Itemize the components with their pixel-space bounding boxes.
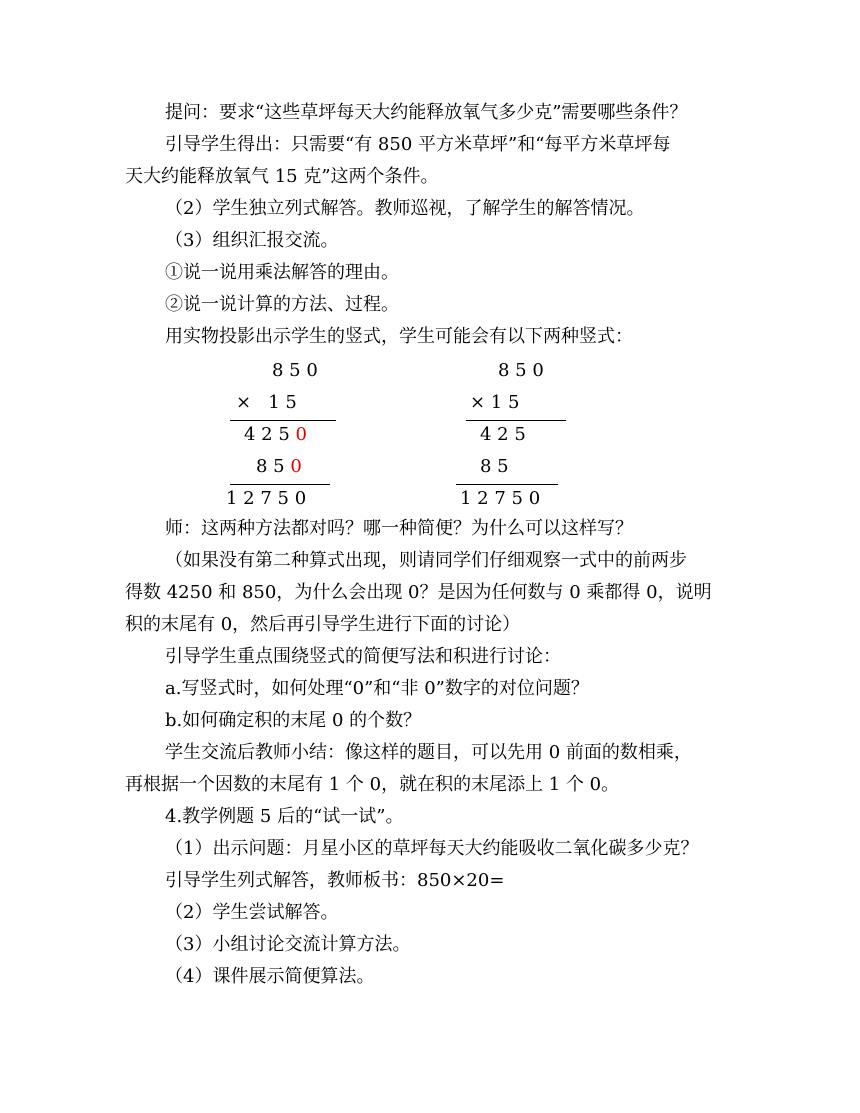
calc2-partial-1: 4 2 5 bbox=[480, 424, 526, 445]
paragraph-note-line3: 积的末尾有 0，然后再引导学生进行下面的讨论） bbox=[125, 614, 521, 635]
calc2-multiplicand: 8 5 0 bbox=[498, 360, 544, 381]
calc1-partial-2-zero: 0 bbox=[290, 456, 302, 477]
paragraph-question: 提问：要求“这些草坪每天大约能释放氧气多少克”需要哪些条件？ bbox=[165, 102, 688, 123]
section-4-heading: 4.教学例题 5 后的“试一试”。 bbox=[165, 806, 404, 827]
paragraph-conditions-line2: 天大约能释放氧气 15 克”这两个条件。 bbox=[125, 166, 439, 187]
step-3: （3）组织汇报交流。 bbox=[165, 230, 339, 251]
calc1-multiplier: × 1 5 bbox=[236, 392, 297, 413]
paragraph-conditions-line1: 引导学生得出：只需要“有 850 平方米草坪”和“每平方米草坪每 bbox=[165, 134, 671, 155]
calc1-partial-1-zero: 0 bbox=[295, 424, 307, 445]
step-2: （2）学生独立列式解答。教师巡视，了解学生的解答情况。 bbox=[165, 198, 645, 219]
paragraph-projection: 用实物投影出示学生的竖式，学生可能会有以下两种竖式： bbox=[165, 326, 633, 347]
item-b: b.如何确定积的末尾 0 的个数？ bbox=[165, 710, 422, 731]
item-a: a.写竖式时，如何处理“0”和“非 0”数字的对位问题？ bbox=[165, 678, 589, 699]
item-2: ②说一说计算的方法、过程。 bbox=[165, 294, 399, 315]
step-4-3: （3）小组讨论交流计算方法。 bbox=[165, 934, 411, 955]
calc2-product: 1 2 7 5 0 bbox=[460, 488, 541, 509]
calc1-multiplicand: 8 5 0 bbox=[272, 360, 318, 381]
step-4-4: （4）课件展示简便算法。 bbox=[165, 966, 375, 987]
paragraph-board-writing: 引导学生列式解答，教师板书：850×20= bbox=[165, 870, 505, 891]
calc2-multiplier: × 1 5 bbox=[470, 392, 520, 413]
calc1-partial-1: 4 2 5 0 bbox=[244, 424, 307, 445]
step-4-1: （1）出示问题：月星小区的草坪每天大约能吸收二氧化碳多少克？ bbox=[165, 838, 699, 859]
paragraph-discussion: 引导学生重点围绕竖式的简便写法和积进行讨论： bbox=[165, 646, 561, 667]
calc1-product: 1 2 7 5 0 bbox=[226, 488, 307, 509]
paragraph-note-line2: 得数 4250 和 850，为什么会出现 0？是因为任何数与 0 乘都得 0，说明 bbox=[125, 582, 712, 603]
calc2-partial-2: 8 5 bbox=[480, 456, 509, 477]
paragraph-teacher-question: 师：这两种方法都对吗？哪一种简便？为什么可以这样写？ bbox=[165, 518, 633, 539]
calc1-partial-2: 8 5 0 bbox=[256, 456, 302, 477]
step-4-2: （2）学生尝试解答。 bbox=[165, 902, 339, 923]
paragraph-note-line1: （如果没有第二种算式出现，则请同学们仔细观察一式中的前两步 bbox=[165, 550, 687, 571]
paragraph-summary-line2: 再根据一个因数的末尾有 1 个 0，就在积的末尾添上 1 个 0。 bbox=[125, 774, 620, 795]
paragraph-summary-line1: 学生交流后教师小结：像这样的题目，可以先用 0 前面的数相乘， bbox=[165, 742, 692, 763]
item-1: ①说一说用乘法解答的理由。 bbox=[165, 262, 399, 283]
